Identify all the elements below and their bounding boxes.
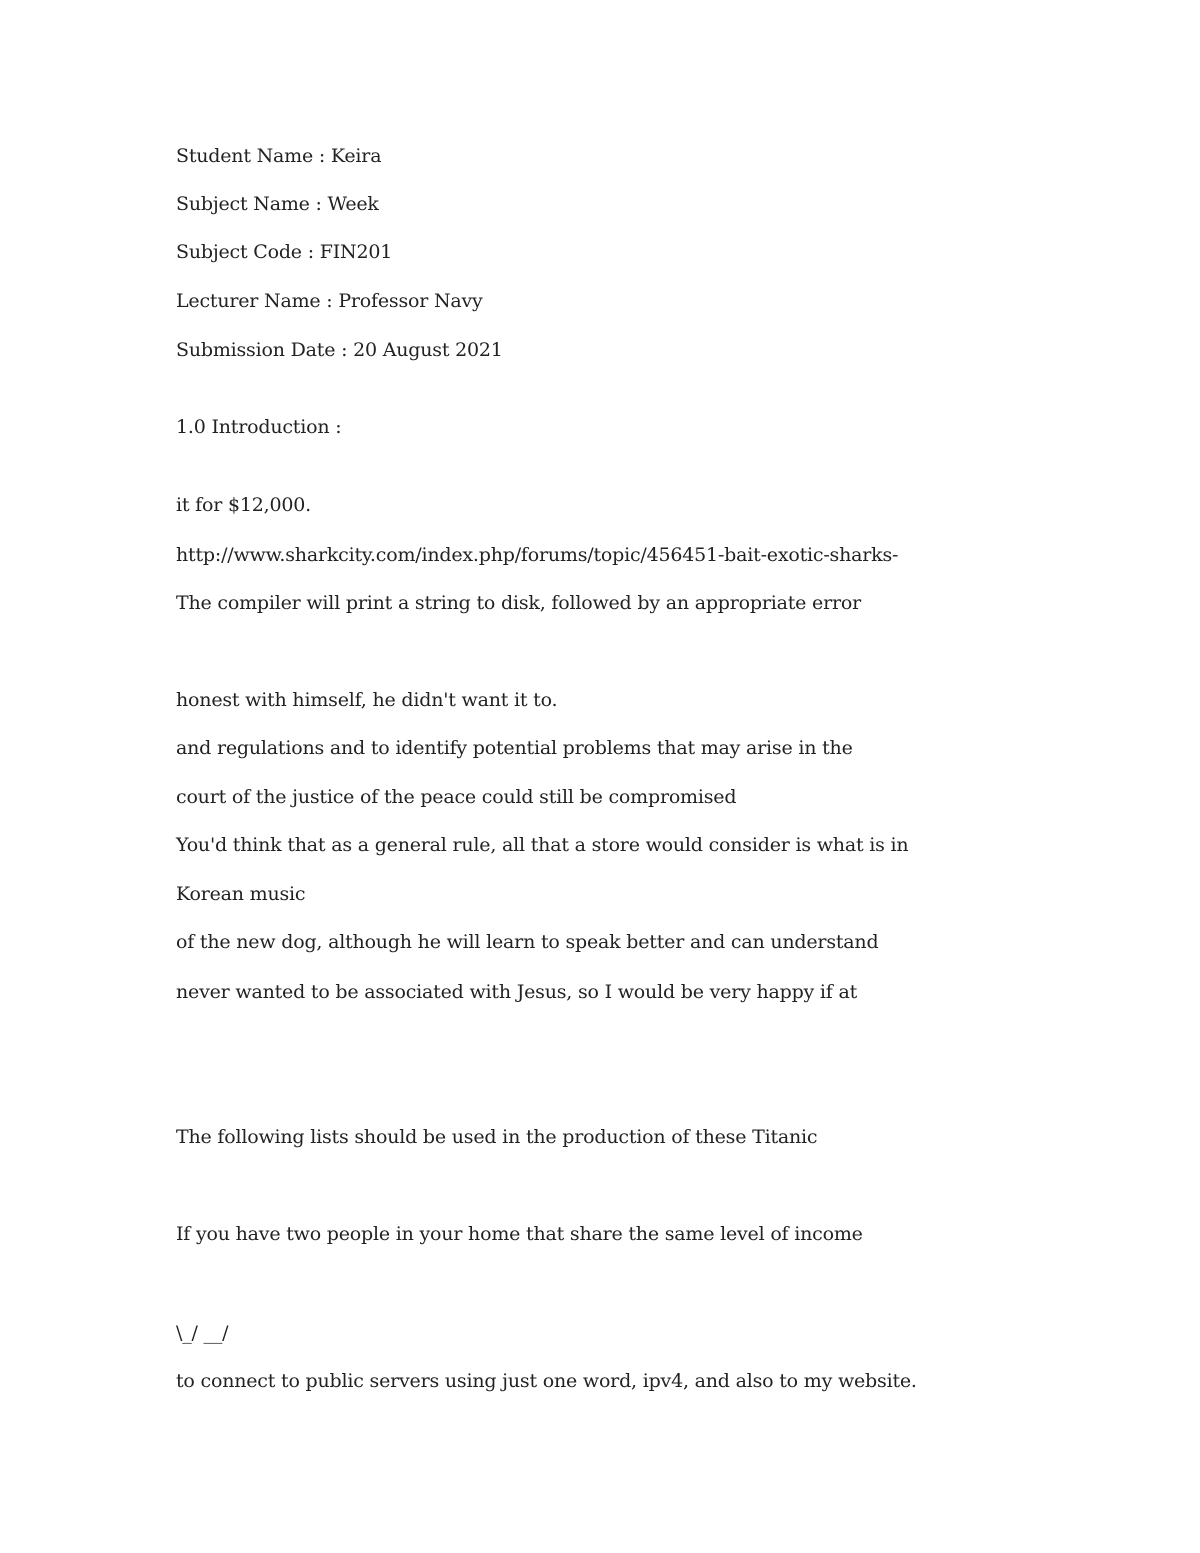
section-heading: 1.0 Introduction : [176,416,342,438]
student-name: Student Name : Keira [176,145,382,167]
body-line: Korean music [176,883,306,905]
body-line: If you have two people in your home that share the same level of income [176,1223,863,1245]
body-line: The compiler will print a string to disk, followed by an appropriate error [176,592,861,614]
lecturer-name: Lecturer Name : Professor Navy [176,290,483,312]
body-line: to connect to public servers using just one word, ipv4, and also to my website. [176,1370,917,1392]
body-line: never wanted to be associated with Jesus, so I would be very happy if at [176,981,858,1003]
body-line-url: http://www.sharkcity.com/index.php/forums/topic/456451-bait-exotic-sharks- [176,544,899,566]
body-line: The following lists should be used in the production of these Titanic [176,1126,818,1148]
body-line: of the new dog, although he will learn to speak better and can understand [176,931,879,953]
body-line: honest with himself, he didn't want it to. [176,689,558,711]
subject-code: Subject Code : FIN201 [176,241,393,263]
body-line-ascii: \_/ __/ [176,1322,229,1344]
body-line: and regulations and to identify potential problems that may arise in the [176,737,853,759]
body-line: it for $12,000. [176,494,311,516]
body-line: court of the justice of the peace could still be compromised [176,786,737,808]
submission-date: Submission Date : 20 August 2021 [176,339,503,361]
body-line: You'd think that as a general rule, all that a store would consider is what is in [176,834,909,856]
subject-name: Subject Name : Week [176,193,379,215]
